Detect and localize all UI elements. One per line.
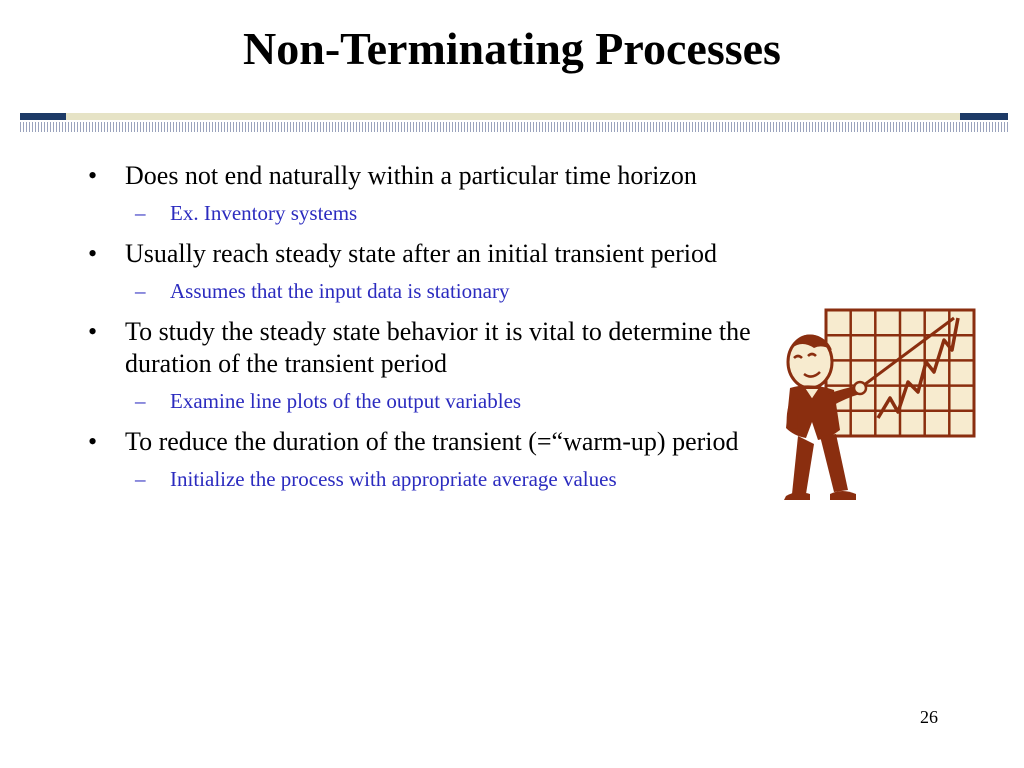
bullet-list: [88, 160, 778, 494]
sub-bullet-marker: –: [135, 467, 146, 491]
bullet-item: [88, 238, 778, 306]
slide-title: Non-Terminating Processes: [243, 23, 781, 74]
sub-bullet-text: Initialize the process with appropriate average values: [170, 467, 617, 491]
bullet-text: Does not end naturally within a particular time horizon: [125, 161, 697, 190]
divider-cap-left: [20, 113, 66, 120]
sub-bullet-text: Assumes that the input data is stationary: [170, 279, 510, 303]
bullet-marker: •: [88, 161, 98, 190]
bullet-marker: •: [88, 427, 98, 456]
sub-bullet-item: [135, 198, 778, 228]
bullet-text: To study the steady state behavior it is vital to determine the duration of the transient period: [125, 317, 751, 378]
bullet-marker: •: [88, 317, 98, 346]
bullet-item: [88, 426, 778, 494]
divider-cap-right: [960, 113, 1008, 120]
title-divider: [20, 113, 1008, 135]
chart-board: [826, 310, 974, 436]
sub-bullet-item: [135, 464, 778, 494]
bullet-text: To reduce the duration of the transient (=“warm-up) period: [125, 427, 739, 456]
sub-bullet-item: [135, 276, 778, 306]
page-number: 26: [920, 707, 938, 727]
sub-bullet-text: Examine line plots of the output variables: [170, 389, 522, 413]
bullet-item: [88, 316, 778, 416]
bullet-item: [88, 160, 778, 228]
sub-bullet-item: [135, 386, 778, 416]
divider-hatch: [20, 122, 1008, 132]
sub-bullet-text: Ex. Inventory systems: [170, 201, 358, 225]
bullet-text: Usually reach steady state after an initial transient period: [125, 239, 717, 268]
businessman-pointing-at-growth-chart-icon: [768, 300, 983, 505]
sub-bullet-marker: –: [135, 279, 146, 303]
divider-bar: [20, 113, 1008, 120]
sub-bullet-marker: –: [135, 201, 146, 225]
bullet-marker: •: [88, 239, 98, 268]
sub-bullet-marker: –: [135, 389, 146, 413]
